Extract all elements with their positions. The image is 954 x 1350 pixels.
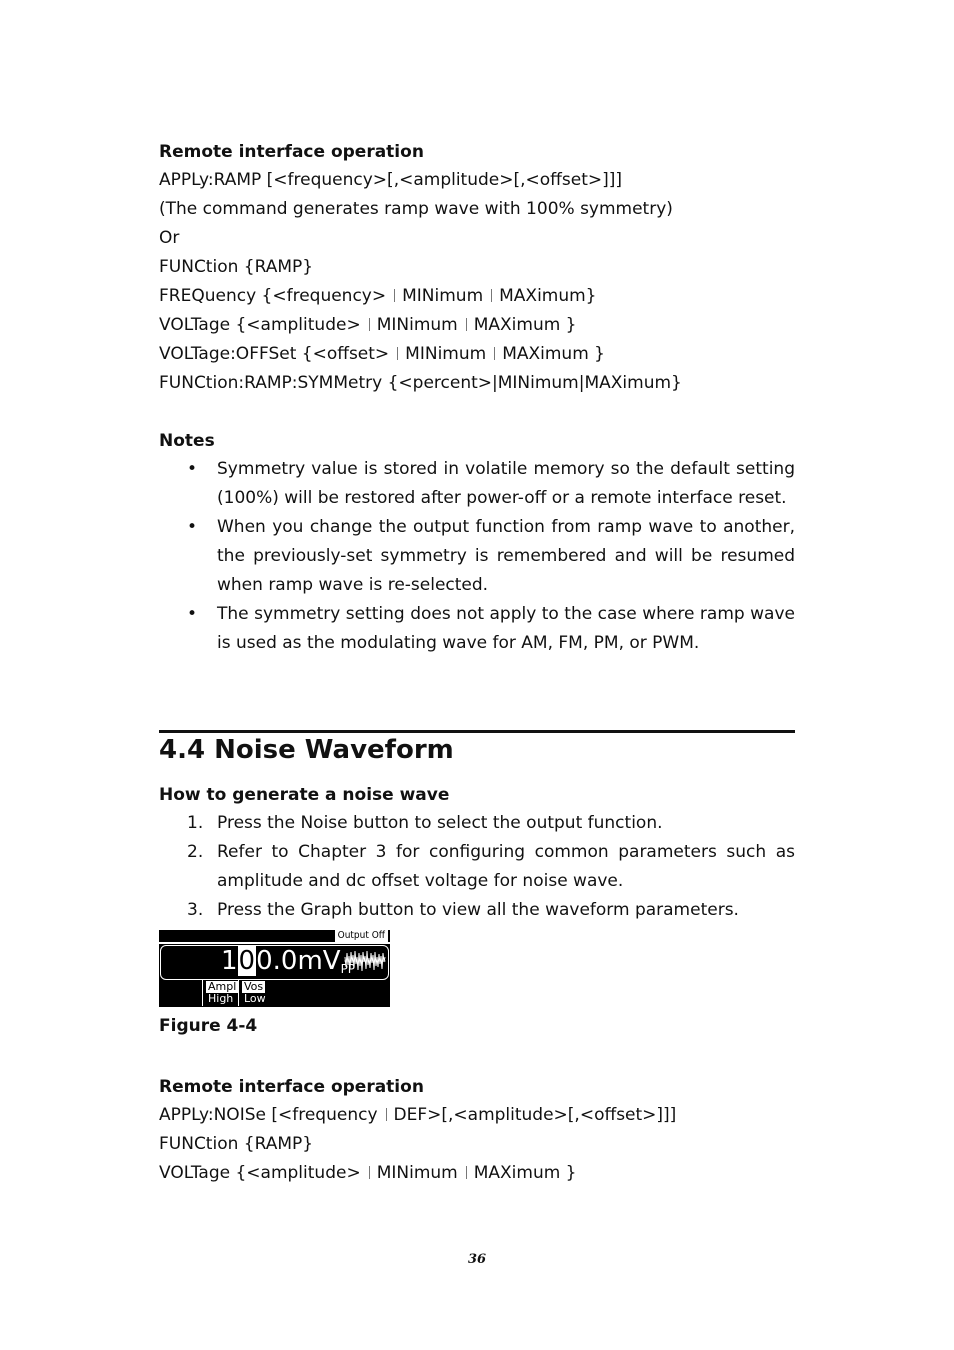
separator-bar [369,318,370,331]
note-text: The symmetry setting does not apply to the case where ramp wave is used as the modulating wave for AM, FM, PM, or PWM. [217,604,795,653]
command-text: VOLTage:OFFSet {<offset> [159,344,390,364]
bullet-icon: • [187,459,198,479]
command-text: VOLTage {<amplitude> [159,315,361,335]
command-text: FUNCtion {RAMP} [159,1134,314,1154]
step-text: Refer to Chapter 3 for configuring common parameters such as amplitude and dc offset voltage for noise wave. [217,842,795,891]
steps-list [159,809,795,925]
separator-bar [466,318,467,331]
softkey-label-vos: Vos [244,980,264,993]
step-number: 3. [187,900,204,920]
section-title: 4.4 Noise Waveform [159,735,454,765]
separator-bar [494,347,495,360]
command-text: MINimum [376,1163,458,1183]
output-status-label: Output Off [335,930,388,942]
command-text: (The command generates ramp wave with 100% symmetry) [159,199,673,219]
command-text: DEF>[,<amplitude>[,<offset>]]] [393,1105,677,1125]
command-text: Or [159,228,180,248]
softkey-label-low: Low [244,992,266,1005]
bullet-icon: • [187,517,198,537]
softkey-label-ampl: Ampl [208,980,237,993]
instrument-display-figure [159,930,390,1007]
softkey-label-high: High [208,992,234,1005]
separator-bar [466,1166,467,1179]
section-divider [159,730,795,733]
figure-caption: Figure 4-4 [159,1016,258,1036]
separator-bar [397,347,398,360]
command-line [159,1101,795,1130]
command-line [159,311,795,340]
command-line [159,1130,795,1159]
note-item [159,513,795,600]
command-text: MAXimum } [473,315,577,335]
noise-waveform-icon [340,947,387,976]
command-line [159,166,795,195]
remote-heading-1: Remote interface operation [159,142,424,162]
section-subheading: How to generate a noise wave [159,785,450,805]
command-text: FREQuency {<frequency> [159,286,387,306]
digit-cursor: 0 [238,946,256,976]
softkey-ampl-high [202,980,236,1006]
separator-bar [369,1166,370,1179]
command-text: MAXimum } [502,344,605,364]
command-text: APPLy:RAMP [<frequency>[,<amplitude>[,<offset>]]] [159,170,623,190]
readout-digit: 1 [221,946,238,976]
command-line [159,369,795,398]
notes-list [159,455,795,658]
note-text: When you change the output function from ramp wave to another, the previously-set symmetry is remembered and will be resumed when ramp wave is re-selected. [217,517,795,595]
step-text: Press the Noise button to select the output function. [217,813,663,833]
command-line [159,195,795,224]
step-number: 2. [187,842,204,862]
step-item [159,896,795,925]
page-number: 36 [467,1252,487,1267]
command-text: FUNCtion:RAMP:SYMMetry {<percent>|MINimum|MAXimum} [159,373,682,393]
command-line [159,253,795,282]
softkey-vos-low [238,980,272,1006]
step-item [159,838,795,896]
notes-heading: Notes [159,431,215,451]
separator-bar [491,289,492,302]
command-text: FUNCtion {RAMP} [159,257,314,277]
readout-digits: 0.0mV [256,946,341,976]
note-item [159,455,795,513]
step-text: Press the Graph button to view all the waveform parameters. [217,900,739,920]
remote-command-list-2 [159,1101,795,1188]
command-text: VOLTage {<amplitude> [159,1163,361,1183]
note-text: Symmetry value is stored in volatile memory so the default setting (100%) will be restored after power-off or a remote interface reset. [217,459,795,508]
command-text: MAXimum} [499,286,597,306]
step-item [159,809,795,838]
command-text: MAXimum } [473,1163,577,1183]
readout-unit-subscript: PP [340,962,356,976]
command-line [159,1159,795,1188]
command-text: MINimum [405,344,487,364]
bullet-icon: • [187,604,198,624]
step-number: 1. [187,813,204,833]
command-text: MINimum [376,315,458,335]
remote-heading-2: Remote interface operation [159,1077,424,1097]
command-line [159,340,795,369]
command-line [159,282,795,311]
remote-command-list-1 [159,166,795,398]
command-text: APPLy:NOISe [<frequency [159,1105,378,1125]
separator-bar [394,289,395,302]
command-text: MINimum [402,286,484,306]
note-item [159,600,795,658]
separator-bar [386,1108,387,1121]
command-line [159,224,795,253]
page-content [159,138,795,1188]
